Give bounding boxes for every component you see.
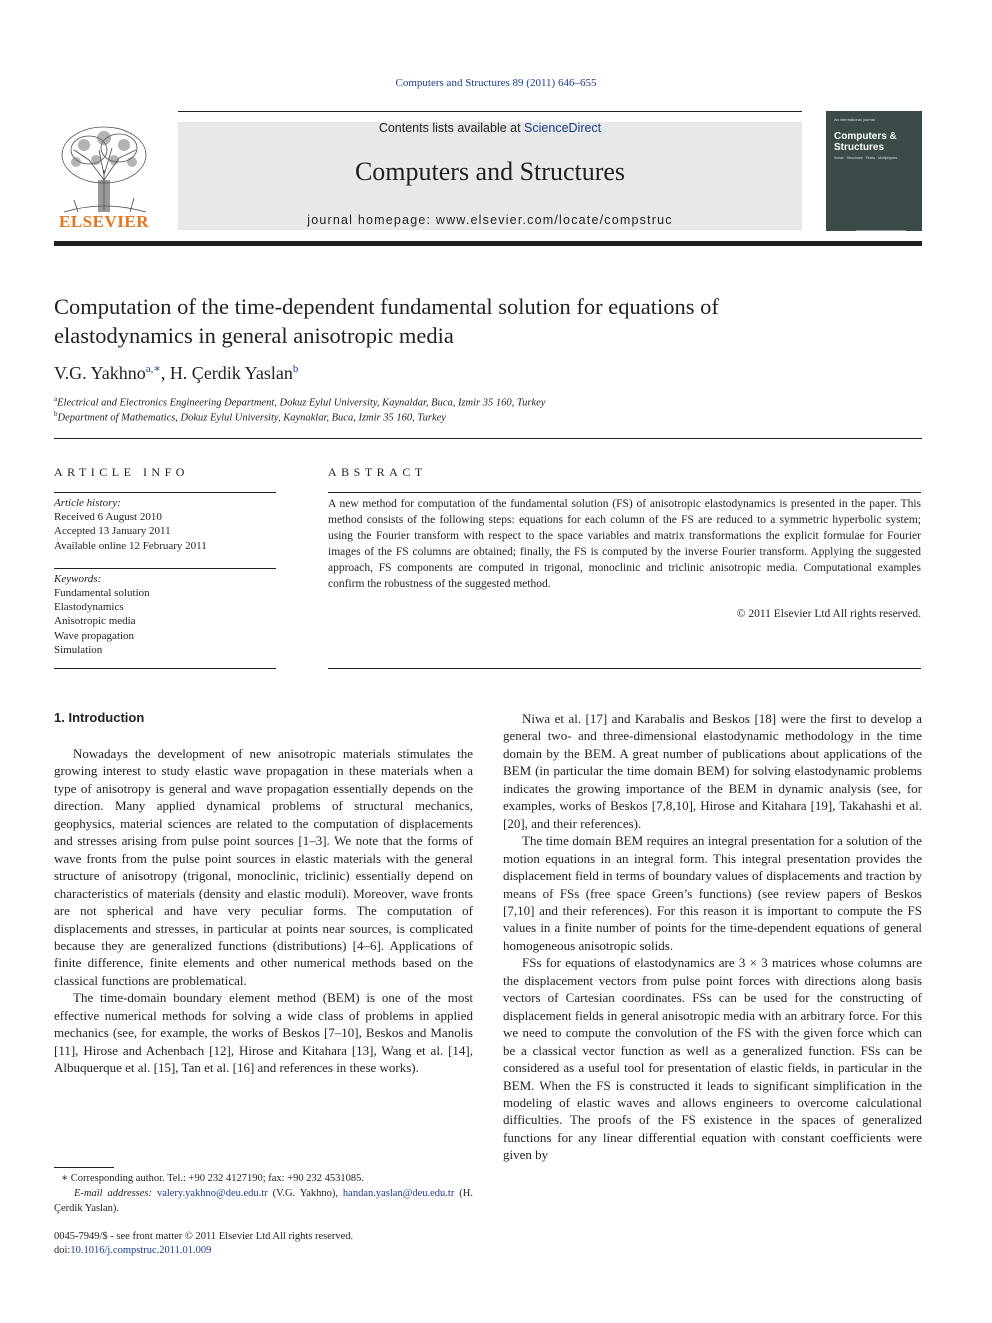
- contents-line: [178, 121, 802, 135]
- keyword: Anisotropic media: [54, 615, 136, 627]
- affiliation-text: Electrical and Electronics Engineering Department, Dokuz Eylul University, Kaynaldar, Buca, Izmir 35 160, Turkey: [57, 397, 546, 409]
- received-date: Received 6 August 2010: [54, 511, 162, 523]
- elsevier-wordmark: ELSEVIER: [59, 212, 149, 231]
- abstract-top-rule: [328, 492, 921, 493]
- keywords-label: Keywords:: [54, 573, 102, 585]
- author-affiliation-marker[interactable]: b: [292, 363, 299, 375]
- email-label: E-mail addresses:: [74, 1188, 157, 1199]
- corresponding-author-footnote: ∗ Corresponding author. Tel.: +90 232 4127190; fax: +90 232 4531085.: [61, 1173, 364, 1184]
- body-paragraph: The time domain BEM requires an integral presentation for a solution of the motion equations in an integral form. This integral presentation provides the displacement field in terms of boundary values of displacements and traction by means of FSs (free space Green’s functions) (see review papers of Beskos [7,10] and their references). For this reason it is important to compute the FS values in a finite number of points for the time-dependent equations of general homogeneous anisotropic solids.: [503, 833, 922, 953]
- abstract-heading: ABSTRACT: [328, 465, 427, 479]
- doi-link[interactable]: 10.1016/j.compstruc.2011.01.009: [70, 1245, 212, 1256]
- header-thick-rule: [54, 241, 922, 246]
- author-name: V.G. Yakhno: [54, 363, 146, 383]
- affiliation-b: [54, 410, 446, 424]
- author-separator: ,: [160, 363, 170, 383]
- body-column-left: [54, 745, 473, 1077]
- affiliation-text: Department of Mathematics, Dokuz Eylul University, Kaynaklar, Buca, Izmir 35 160, Turkey: [57, 412, 446, 424]
- author-affiliation-marker[interactable]: a,∗: [145, 363, 161, 375]
- cover-tagline: An international journal: [834, 117, 875, 122]
- doi-prefix: doi:: [54, 1245, 71, 1256]
- doi-line: [54, 1245, 211, 1256]
- affiliation-marker: b: [54, 410, 58, 418]
- email-link[interactable]: valery.yakhno@deu.edu.tr: [156, 1188, 268, 1199]
- keyword: Simulation: [54, 644, 103, 656]
- cover-subtitle: Solids · Structures · Fluids · Multiphysics: [834, 156, 898, 160]
- author-name: H. Çerdik Yaslan: [169, 363, 293, 383]
- abstract-text: A new method for computation of the fundamental solution (FS) of anisotropic elastodynamics is presented in the paper. This method consists of the following steps: equations for each column of the FS are reduced to a symmetric hyperbolic system; using the Fourier transform with respect to the space variables and matrix transformations the explicit formulae for Fourier images of the FS columns are obtained; finally, the FS is computed by the inverse Fourier transform. Applying the suggested approach, FS components are computed in trigonal, monoclinic and triclinic anisotropic media. Computational examples confirm the robustness of the suggested method.: [328, 498, 921, 590]
- body-paragraph: Niwa et al. [17] and Karabalis and Beskos [18] were the first to develop a general two- and three-dimensional elastodynamic methodology in the time domain by the BEM. A great number of publications about applications of the BEM (in particular the time domain BEM) for solving elastodynamic problems indicates the growing importance of the BEM in dynamic analysis (see, for examples, works of Beskos [7,8,10], Hirose and Kitahara [19], Takahashi et al. [20], and their references).: [503, 711, 922, 831]
- cover-decoration: [856, 230, 906, 231]
- abstract-copyright: © 2011 Elsevier Ltd All rights reserved.: [736, 608, 921, 620]
- article-info-heading: ARTICLE INFO: [54, 465, 189, 479]
- keyword: Fundamental solution: [54, 587, 150, 599]
- email-owner: (H. Çerdik Yaslan).: [54, 1188, 473, 1214]
- body-paragraph: FSs for equations of elastodynamics are 3 × 3 matrices whose columns are the displacement vectors from pulse point forces with directions along basis vectors of Cartesian coordinates. FSs can be used for the constructing of displacement fields in general anisotropic media with an arbitrary force. For this we need to compute the convolution of the FS with the given force which can be a classical vector function as well as a generalized function. FSs can be considered as a useful tool for presentation of elastic fields, in particular in the BEM. When the FS is constructed it leads to significant simplification in the modeling of elastic waves and allows engineers to overcome calculational difficulties. The proofs of the FS existence in the spaces of generalized functions for any linear differential equation with constant coefficients were given by: [503, 955, 922, 1163]
- journal-cover-thumbnail[interactable]: [826, 111, 922, 231]
- email-link[interactable]: handan.yaslan@deu.edu.tr: [342, 1188, 455, 1199]
- contents-prefix: Contents lists available at: [378, 121, 525, 135]
- body-paragraph: The time-domain boundary element method (BEM) is one of the most effective numerical methods for solving a wide class of problems in applied mechanics (see, for example, the works of Beskos [7–10], Beskos and Manolis [11], Hirose and Achenbach [12], Hirose and Kitahara [13], Wang et al. [14], Albuquerque et al. [15], Tan et al. [16] and references in these works).: [54, 990, 473, 1076]
- header-top-rule: [178, 111, 802, 112]
- online-date: Available online 12 February 2011: [54, 540, 207, 552]
- sciencedirect-link[interactable]: ScienceDirect: [524, 121, 602, 135]
- body-column-right: [503, 710, 922, 1164]
- keyword: Elastodynamics: [54, 601, 124, 613]
- journal-name: Computers and Structures: [354, 157, 626, 186]
- email-owner: (V.G. Yakhno),: [267, 1188, 343, 1199]
- journal-citation[interactable]: Computers and Structures 89 (2011) 646–655: [395, 77, 597, 89]
- affiliation-rule: [54, 438, 922, 439]
- affiliation-marker: a: [54, 395, 58, 403]
- accepted-date: Accepted 13 January 2011: [54, 525, 171, 537]
- keyword: Wave propagation: [54, 630, 135, 642]
- front-matter-line: 0045-7949/$ - see front matter © 2011 Elsevier Ltd All rights reserved.: [54, 1231, 354, 1242]
- section-heading-introduction: 1. Introduction: [54, 710, 145, 725]
- cover-title: Computers & Structures: [834, 131, 897, 153]
- article-info-rule: [54, 492, 276, 493]
- keywords-rule: [54, 568, 276, 569]
- footnote-rule: [54, 1167, 114, 1168]
- article-title: Computation of the time-dependent fundamental solution for equations of elastodynamics in general anisotropic media: [54, 294, 719, 348]
- email-footnote: [54, 1186, 473, 1216]
- affiliation-a: [54, 395, 545, 409]
- body-paragraph: Nowadays the development of new anisotropic materials stimulates the growing interest to study elastic wave propagation in these materials when a type of anisotropy is general and wave propagation essentially depends on the direction. Many applied dynamical problems of structural mechanics, geophysics, material sciences are related to the computation of displacements and stresses arising from pulse point sources [1–3]. We note that the forms of wave fronts from the pulse point sources in elastic materials with the general structure of anisotropy (trigonal, monoclinic, triclinic) essentially depend on characteristics of materials (density and elastic moduli). Moreover, wave fronts are not spherical and have very peculiar forms. The computation of displacements and stresses, in particular at points near sources, is complicated because they are generalized functions (distributions) [4–6]. Applications of finite difference, finite elements and other numerical methods based on the classical functions are problematical.: [54, 746, 473, 988]
- history-label: Article history:: [54, 497, 121, 509]
- journal-homepage[interactable]: journal homepage: www.elsevier.com/locate/compstruc: [307, 213, 673, 227]
- article-info-bottom-rule: [54, 668, 276, 669]
- author-list: [54, 362, 298, 384]
- abstract-bottom-rule: [328, 668, 921, 669]
